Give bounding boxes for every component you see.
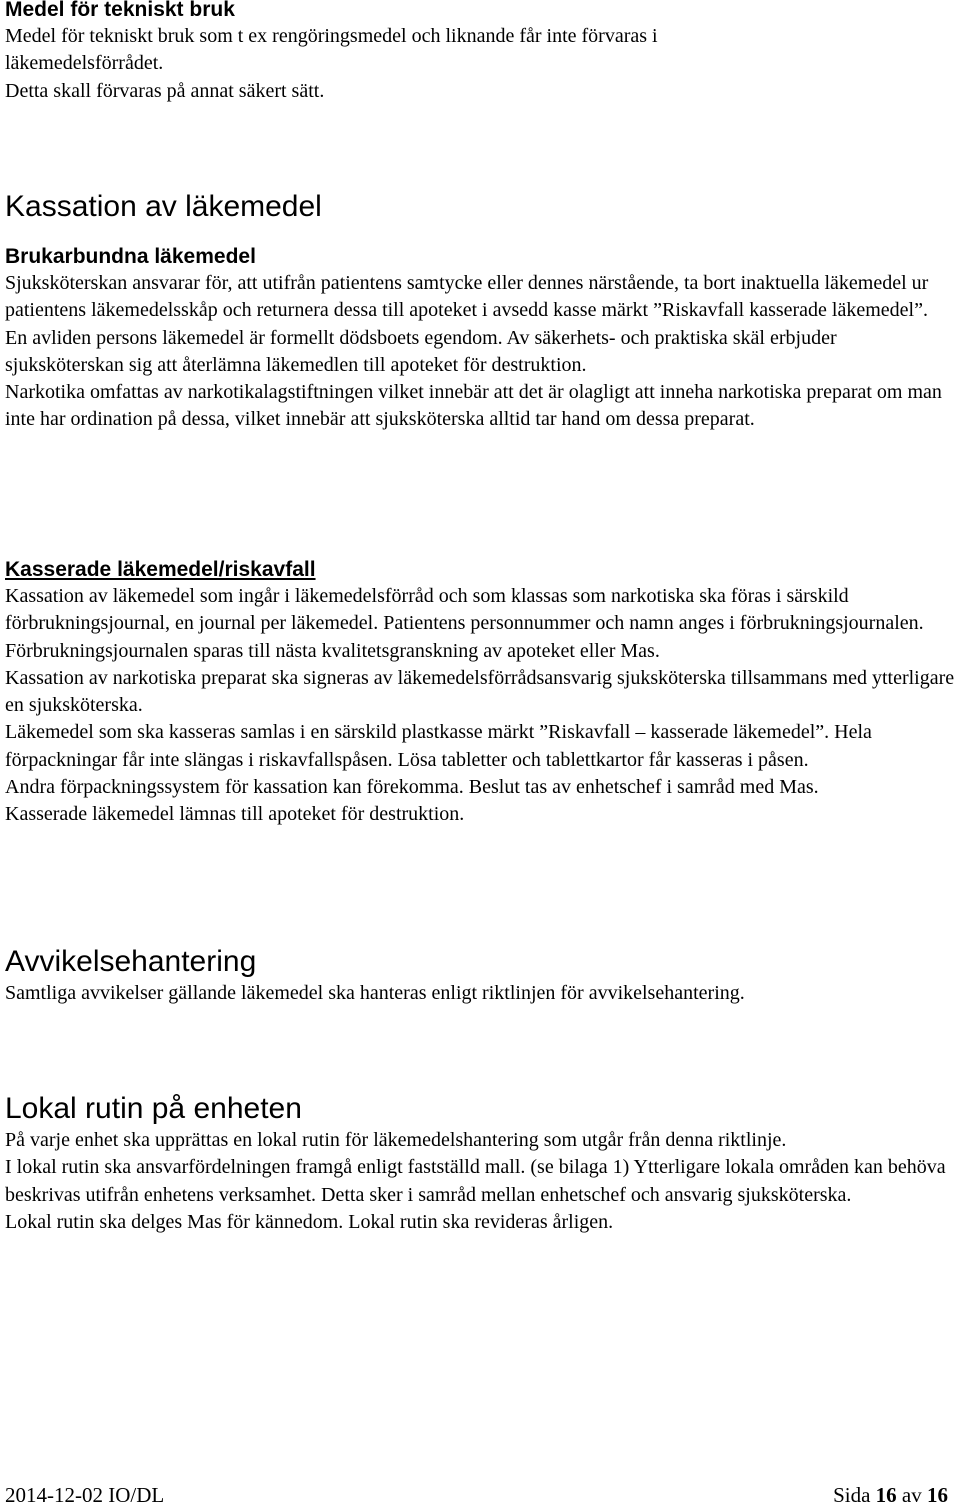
paragraph: Sjuksköterskan ansvarar för, att utifrån patientens samtycke eller dennes närstående, ta bort inaktuella läkemedel ur patientens läkemedelsskåp och returnera dessa till apoteket i avsedd kasse märkt ”Riskavfall kasserade läkemedel”.	[5, 272, 929, 322]
page-footer	[5, 1482, 948, 1508]
footer-date-code: 2014-12-02 IO/DL	[5, 1483, 165, 1507]
paragraph: Kasserade läkemedel lämnas till apoteket för destruktion.	[5, 803, 465, 826]
page-prefix: Sida	[833, 1483, 871, 1507]
paragraph: På varje enhet ska upprättas en lokal rutin för läkemedelshantering som utgår från denna riktlinje.	[5, 1129, 787, 1151]
paragraph: En avliden persons läkemedel är formellt dödsboets egendom. Av säkerhets- och praktiska skäl erbjuder sjuksköterskan sig att återlämna läkemedlen till apoteket för destruktion.	[5, 326, 837, 376]
section-title: Kassation av läkemedel	[5, 190, 322, 223]
section-kasserade	[5, 556, 955, 829]
paragraph: Lokal rutin ska delges Mas för kännedom. Lokal rutin ska revideras årligen.	[5, 1210, 614, 1233]
section-kassation	[5, 189, 955, 434]
section-avvikelsehantering	[5, 944, 955, 1007]
section-lokal-rutin	[5, 1091, 955, 1236]
paragraph: I lokal rutin ska ansvarfördelningen framgå enligt fastställd mall. (se bilaga 1) Ytterligare lokala områden kan behöva beskrivas utifrån enhetens verksamhet. Detta sker i samråd mellan enhetschef och ansvarig sjuksköterska.	[5, 1156, 946, 1206]
paragraph: Kassation av narkotiska preparat ska signeras av läkemedelsförrådsansvarig sjuksköterska tillsammans med ytterligare en sjuksköterska.	[5, 666, 955, 717]
section-heading: Medel för tekniskt bruk	[5, 0, 235, 21]
page-total: 16	[927, 1483, 948, 1507]
section-subheading: Brukarbundna läkemedel	[5, 245, 256, 268]
section-title: Lokal rutin på enheten	[5, 1092, 302, 1125]
paragraph: Förbrukningsjournalen sparas till nästa kvalitetsgranskning av apoteket eller Mas.	[5, 639, 660, 662]
paragraph: Kassation av läkemedel som ingår i läkemedelsförråd och som klassas som narkotiska ska föras i särskild förbrukningsjournal, en journal per läkemedel. Patientens personnummer och namn anges i förbrukningsjournalen.	[5, 585, 924, 635]
paragraph: Läkemedel som ska kasseras samlas i en särskild plastkasse märkt ”Riskavfall – kasserade läkemedel”. Hela förpackningar får inte slängas i riskavfallspåsen. Lösa tabletter och tablettkartor får kasseras i påsen.	[5, 721, 872, 771]
page-current: 16	[875, 1483, 897, 1507]
paragraph-line: läkemedelsförrådet.	[5, 52, 164, 75]
paragraph-line: Medel för tekniskt bruk som t ex rengöringsmedel och liknande får inte förvaras i	[5, 25, 658, 47]
section-heading: Kasserade läkemedel/riskavfall	[5, 558, 316, 581]
section-tekniskt-bruk	[5, 0, 955, 105]
paragraph: Narkotika omfattas av narkotikalagstiftningen vilket innebär att det är olagligt att inneha narkotiska preparat om man inte har ordination på dessa, vilket innebär att sjuksköterska alltid tar hand om dessa preparat.	[5, 381, 942, 431]
paragraph-line: Detta skall förvaras på annat säkert sätt.	[5, 79, 325, 102]
page-number	[833, 1482, 948, 1508]
section-title: Avvikelsehantering	[5, 945, 257, 978]
page-of: av	[901, 1483, 922, 1507]
paragraph: Andra förpackningssystem för kassation kan förekomma. Beslut tas av enhetschef i samråd med Mas.	[5, 776, 819, 799]
paragraph: Samtliga avvikelser gällande läkemedel ska hanteras enligt riktlinjen för avvikelsehantering.	[5, 982, 745, 1004]
